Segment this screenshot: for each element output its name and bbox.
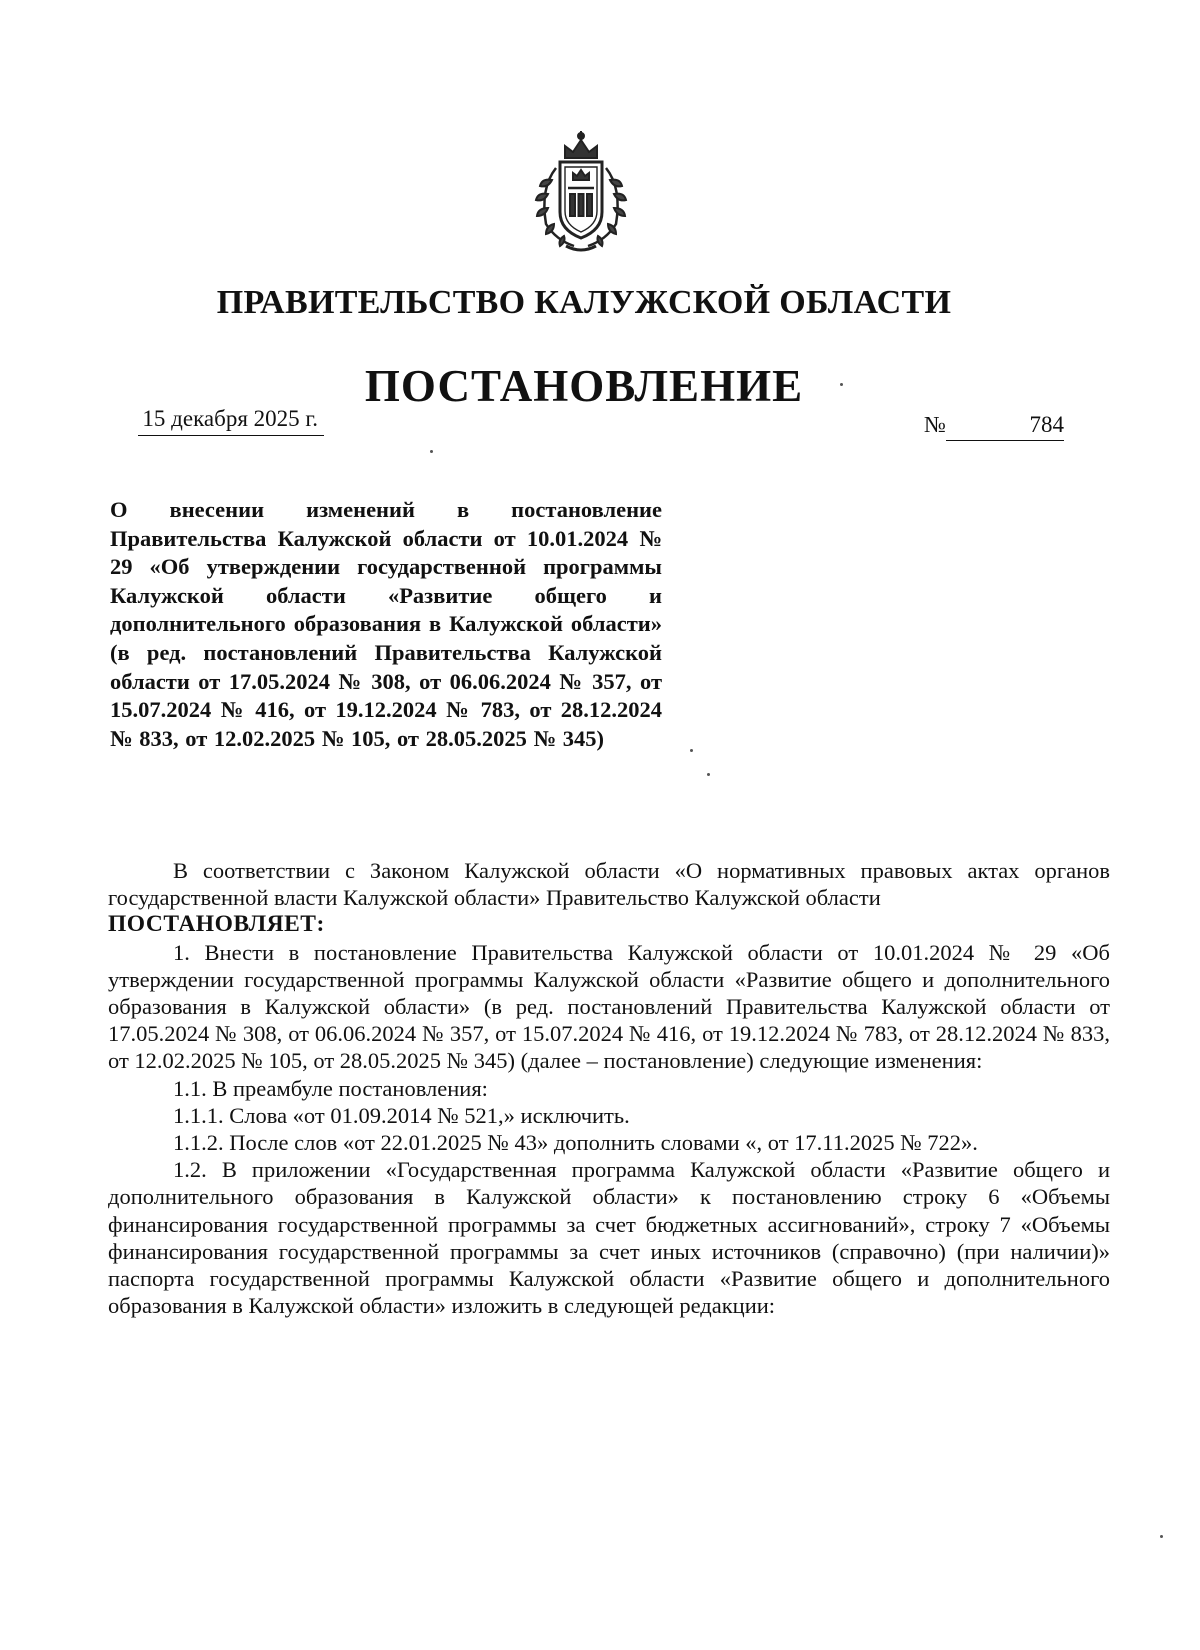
- scan-speck: [690, 749, 693, 752]
- clause-1-1: 1.1. В преамбуле постановления:: [173, 1075, 488, 1101]
- document-date: 15 декабря 2025 г.: [138, 406, 324, 436]
- coat-of-arms-icon: [518, 128, 644, 256]
- preamble-paragraph: В соответствии с Законом Калужской области «О нормативных правовых актах органов государственной власти Калужской области» Правительство Калужской области: [108, 858, 1110, 911]
- clause-1-2: 1.2. В приложении «Государственная программа Калужской области «Развитие общего и дополнительного образования в Калужской области» к постановлению строку 6 «Объемы финансирования государственной программы за счет бюджетных ассигнований», строку 7 «Объемы финансирования государственной программы за счет иных источников (справочно) (при наличии)» паспорта государственной программы Калужской области «Развитие общего и дополнительного образования в Калужской области» изложить в следующей редакции:: [108, 1157, 1110, 1319]
- scan-speck: [707, 773, 710, 776]
- resolves-heading: ПОСТАНОВЛЯЕТ:: [108, 911, 325, 938]
- number-label: №: [924, 412, 946, 437]
- document-type-title: ПОСТАНОВЛЕНИЕ: [364, 361, 804, 411]
- scan-speck: [1160, 1535, 1163, 1538]
- clause-1-1-2: 1.1.2. После слов «от 22.01.2025 № 43» дополнить словами «, от 17.11.2025 № 722».: [173, 1130, 978, 1156]
- document-number: [924, 412, 1064, 441]
- document-body: [108, 857, 1110, 1319]
- document-subject: О внесении изменений в постановление Правительства Калужской области от 10.01.2024 № 29 «Об утверждении государственной программы Калужской области «Развитие общего и дополнительного образования в Калужской области» (в ред. постановлений Правительства Калужской области от 17.05.2024 № 308, от 06.06.2024 № 357, от 15.07.2024 № 416, от 19.12.2024 № 783, от 28.12.2024 № 833, от 12.02.2025 № 105, от 28.05.2025 № 345): [110, 497, 662, 751]
- organization-title: ПРАВИТЕЛЬСТВО КАЛУЖСКОЙ ОБЛАСТИ: [216, 284, 952, 321]
- clause-1-1-1: 1.1.1. Слова «от 01.09.2014 № 521,» исключить.: [173, 1102, 630, 1128]
- scan-speck: [840, 383, 843, 386]
- scan-speck: [430, 450, 433, 453]
- number-value: 784: [946, 412, 1064, 441]
- clause-1: 1. Внести в постановление Правительства Калужской области от 10.01.2024 № 29 «Об утверждении государственной программы Калужской области «Развитие общего и дополнительного образования в Калужской области» (в ред. постановлений Правительства Калужской области от 17.05.2024 № 308, от 06.06.2024 № 357, от 15.07.2024 № 416, от 19.12.2024 № 783, от 28.12.2024 № 833, от 12.02.2025 № 105, от 28.05.2025 № 345) (далее – постановление) следующие изменения:: [108, 939, 1110, 1074]
